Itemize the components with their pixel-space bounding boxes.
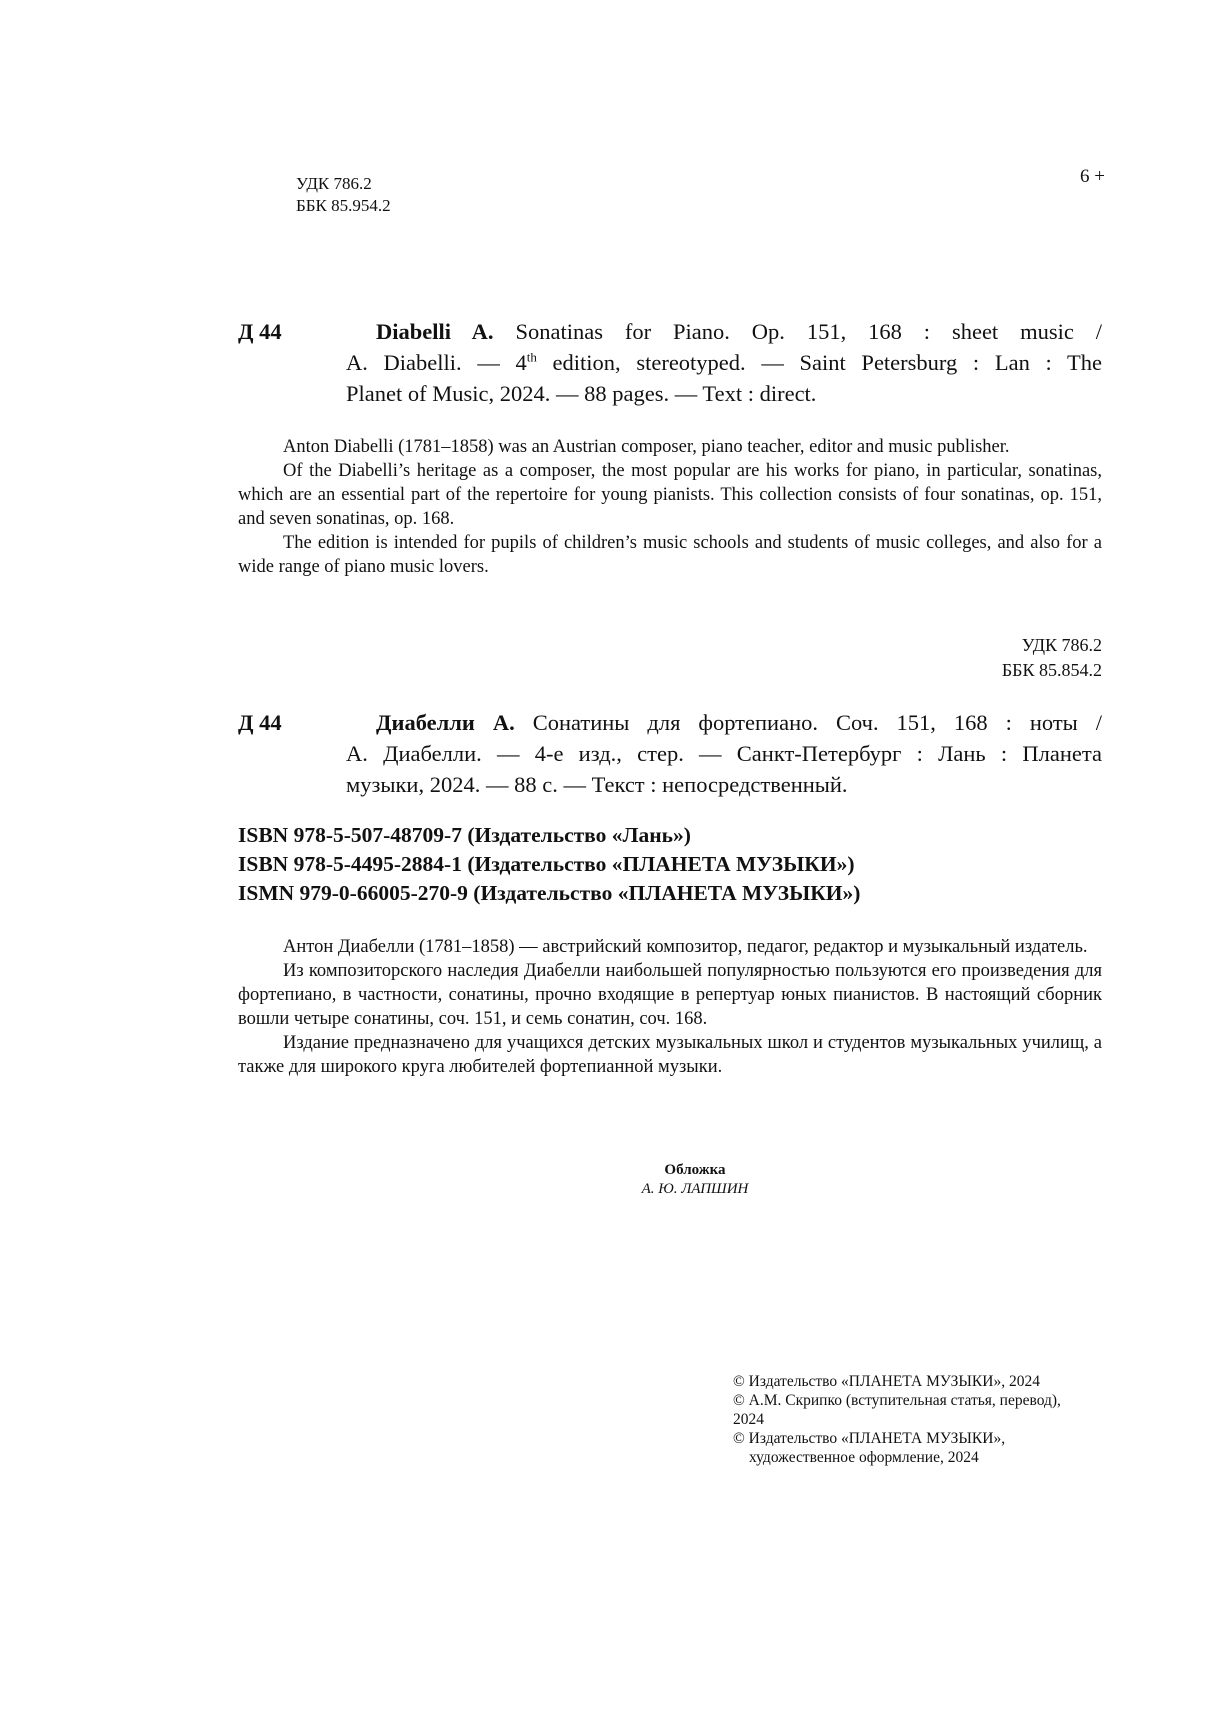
isbn-line: ISBN 978-5-507-48709-7 (Издательство «Лань») bbox=[238, 823, 691, 847]
copyright-line: художественное оформление, 2024 bbox=[749, 1449, 979, 1466]
bbk-code: ББК 85.954.2 bbox=[296, 196, 391, 215]
edition-ordinal-suffix: th bbox=[526, 349, 537, 365]
entry-title: Сонатины для фортепиано. Соч. 151, 168 : ноты / bbox=[532, 710, 1103, 735]
annotation-paragraph: Из композиторского наследия Диабелли наибольшей популярностью пользуются его произведения для фортепиано, в частности, сонатины, прочно входящие в репертуар юных пианистов. В настоящий сборник вошли четыре сонатины, соч. 151, и семь сонатин, соч. 168. bbox=[238, 961, 1102, 1029]
cover-credit-title: Обложка bbox=[664, 1162, 726, 1178]
ismn-line: ISMN 979-0-66005-270-9 (Издательство «ПЛАНЕТА МУЗЫКИ») bbox=[238, 881, 861, 905]
english-annotation bbox=[238, 435, 1102, 579]
isbn-block bbox=[238, 821, 860, 908]
annotation-paragraph: Издание предназначено для учащихся детских музыкальных школ и студентов музыкальных училищ, а также для широкого круга любителей фортепианной музыки. bbox=[238, 1033, 1102, 1077]
english-bibliographic-entry bbox=[238, 316, 1102, 409]
age-rating: 6 + bbox=[1080, 166, 1105, 187]
entry-edition-publisher: А. Диабелли. — 4-е изд., стер. — Санкт-Петербург : Лань : Планета bbox=[346, 741, 1102, 766]
russian-annotation bbox=[238, 935, 1102, 1079]
cover-designer-name: А. Ю. ЛАПШИН bbox=[641, 1181, 749, 1197]
annotation-paragraph: Of the Diabelli’s heritage as a composer, the most popular are his works for piano, in particular, sonatinas, which are an essential part of the repertoire for young pianists. This collection consists of four sonatinas, op. 151, and seven sonatinas, op. 168. bbox=[238, 461, 1102, 529]
annotation-paragraph: Антон Диабелли (1781–1858) — австрийский композитор, педагог, редактор и музыкальный издатель. bbox=[283, 937, 1088, 957]
bbk-code: ББК 85.854.2 bbox=[1001, 660, 1102, 680]
copyright-line: 2024 bbox=[733, 1411, 764, 1428]
entry-pub-details: музыки, 2024. — 88 с. — Текст : непосредственный. bbox=[346, 772, 848, 797]
udk-code: УДК 786.2 bbox=[1021, 635, 1102, 655]
entry-author: Diabelli A. bbox=[376, 319, 494, 344]
entry-pub-details: Planet of Music, 2024. — 88 pages. — Text : direct. bbox=[346, 381, 817, 406]
annotation-paragraph: The edition is intended for pupils of children’s music schools and students of music colleges, and also for a wide range of piano music lovers. bbox=[238, 533, 1102, 577]
copyright-line: © А.М. Скрипко (вступительная статья, перевод), bbox=[733, 1392, 1061, 1409]
cover-credit bbox=[560, 1161, 830, 1199]
entry-responsibility: A. Diabelli. — 4 bbox=[346, 350, 527, 375]
isbn-line: ISBN 978-5-4495-2884-1 (Издательство «ПЛАНЕТА МУЗЫКИ») bbox=[238, 852, 855, 876]
entry-edition-publisher: edition, stereotyped. — Saint Petersburg : Lan : The bbox=[536, 350, 1102, 375]
annotation-paragraph: Anton Diabelli (1781–1858) was an Austrian composer, piano teacher, editor and music publisher. bbox=[283, 437, 1010, 457]
right-classification-block bbox=[900, 633, 1102, 683]
copyright-block bbox=[733, 1372, 1105, 1467]
author-mark-code: Д 44 bbox=[238, 710, 282, 735]
copyright-line: © Издательство «ПЛАНЕТА МУЗЫКИ», 2024 bbox=[733, 1373, 1040, 1390]
udk-code: УДК 786.2 bbox=[296, 174, 372, 193]
copyright-line: © Издательство «ПЛАНЕТА МУЗЫКИ», bbox=[733, 1430, 1006, 1447]
entry-author: Диабелли А. bbox=[376, 710, 515, 735]
entry-title: Sonatinas for Piano. Op. 151, 168 : sheet music / bbox=[515, 319, 1102, 344]
russian-bibliographic-entry bbox=[238, 707, 1102, 800]
author-mark-code: Д 44 bbox=[238, 319, 282, 344]
top-classification-block bbox=[296, 173, 391, 217]
